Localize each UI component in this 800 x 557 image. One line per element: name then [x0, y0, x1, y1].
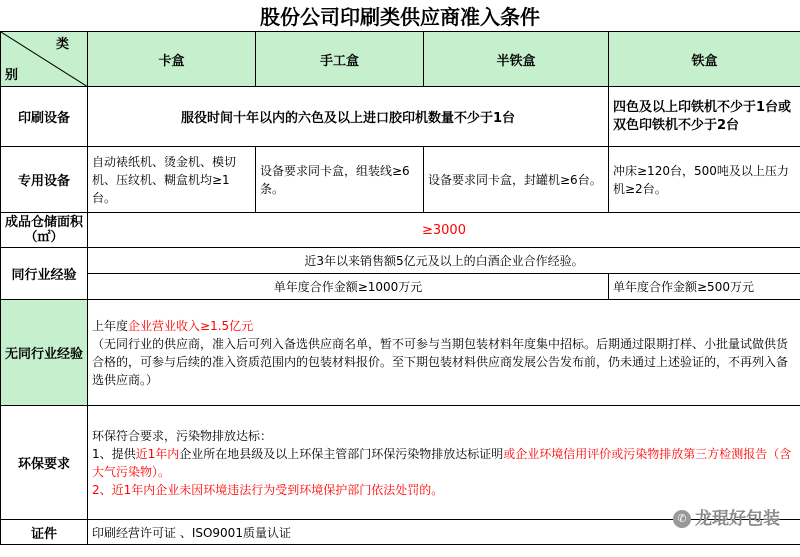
- environment-line2-a: 1、提供: [92, 446, 136, 461]
- corner-bottom-label: 别: [5, 68, 19, 83]
- warehouse-value: ≥3000: [88, 213, 800, 248]
- wechat-icon: ✆: [673, 510, 691, 528]
- row-label-environment: 环保要求: [1, 406, 88, 520]
- environment-content: [88, 406, 800, 520]
- row-industry-experience-1: [1, 248, 800, 274]
- row-label-industry-experience: 同行业经验: [1, 248, 88, 300]
- special-equipment-tin-box: 冲床≥120台，500吨及以上压力机≥2台。: [609, 147, 800, 213]
- environment-line2-red2: 或企业环境信用评价或污染物排放第三方检测报告（含大气污染物）。: [92, 446, 792, 479]
- environment-line3: 2、近1年内企业未因环境违法行为受到环境保护部门依法处罚的。: [92, 482, 444, 497]
- watermark: [673, 504, 780, 529]
- no-industry-revenue-requirement: 企业营业收入≥1.5亿元: [128, 318, 254, 333]
- watermark-text: 龙琨好包装: [695, 509, 780, 529]
- printing-equipment-common: 服役时间十年以内的六色及以上进口胶印机数量不少于1台: [88, 87, 609, 147]
- industry-experience-amount-left: 单年度合作金额≥1000万元: [88, 274, 609, 300]
- row-label-warehouse: 成品仓储面积（㎡）: [1, 213, 88, 248]
- special-equipment-card-box: 自动裱纸机、烫金机、模切机、压纹机、糊盒机均≥1台。: [88, 147, 256, 213]
- header-row: [1, 32, 800, 87]
- column-header-tin-box: 铁盒: [609, 32, 800, 87]
- special-equipment-half-tin-box: 设备要求同卡盒，封罐机≥6台。: [424, 147, 609, 213]
- no-industry-prefix: 上年度: [92, 318, 129, 333]
- industry-experience-line1: 近3年以来销售额5亿元及以上的白酒企业合作经验。: [88, 248, 800, 274]
- row-environment: [1, 406, 800, 520]
- column-header-handmade-box: 手工盒: [256, 32, 424, 87]
- environment-line2-b: 企业所在地县级及以上环保主管部门环保污染物排放达标证明: [179, 446, 504, 461]
- row-warehouse: [1, 213, 800, 248]
- column-header-card-box: 卡盒: [88, 32, 256, 87]
- row-printing-equipment: [1, 87, 800, 147]
- row-no-industry-experience: [1, 300, 800, 406]
- printing-equipment-tin-box: 四色及以上印铁机不少于1台或双色印铁机不少于2台: [609, 87, 800, 147]
- column-header-half-tin-box: 半铁盒: [424, 32, 609, 87]
- certificates-value: 印刷经营许可证 、ISO9001质量认证: [88, 520, 800, 545]
- industry-experience-amount-right: 单年度合作金额≥500万元: [609, 274, 800, 300]
- page-title: 股份公司印刷类供应商准入条件: [260, 5, 540, 29]
- row-industry-experience-2: [1, 274, 800, 300]
- no-industry-experience-content: [88, 300, 800, 406]
- supplier-criteria-table: [0, 31, 800, 545]
- row-label-no-industry-experience: 无同行业经验: [1, 300, 88, 406]
- special-equipment-handmade-box: 设备要求同卡盒，组装线≥6条。: [256, 147, 424, 213]
- row-label-special-equipment: 专用设备: [1, 147, 88, 213]
- environment-line1: 环保符合要求，污染物排放达标：: [92, 428, 273, 443]
- corner-cell: [1, 32, 88, 87]
- corner-top-label: 类: [55, 37, 69, 52]
- environment-line2: [92, 445, 796, 481]
- environment-line2-red1: 近1年内: [135, 446, 180, 461]
- no-industry-note: （无同行业的供应商，准入后可列入备选供应商名单，暂不可参与当期包装材料年度集中招标。后期通过限期打样、小批量试做供货合格的，可参与后续的准入资质范围内的包装材料报价。至下期包装材料供应商发展公告发布前，仍未通过上述验证的，不再列入备选供应商。）: [92, 336, 789, 387]
- row-label-certificates: 证件: [1, 520, 88, 545]
- row-label-printing-equipment: 印刷设备: [1, 87, 88, 147]
- row-special-equipment: [1, 147, 800, 213]
